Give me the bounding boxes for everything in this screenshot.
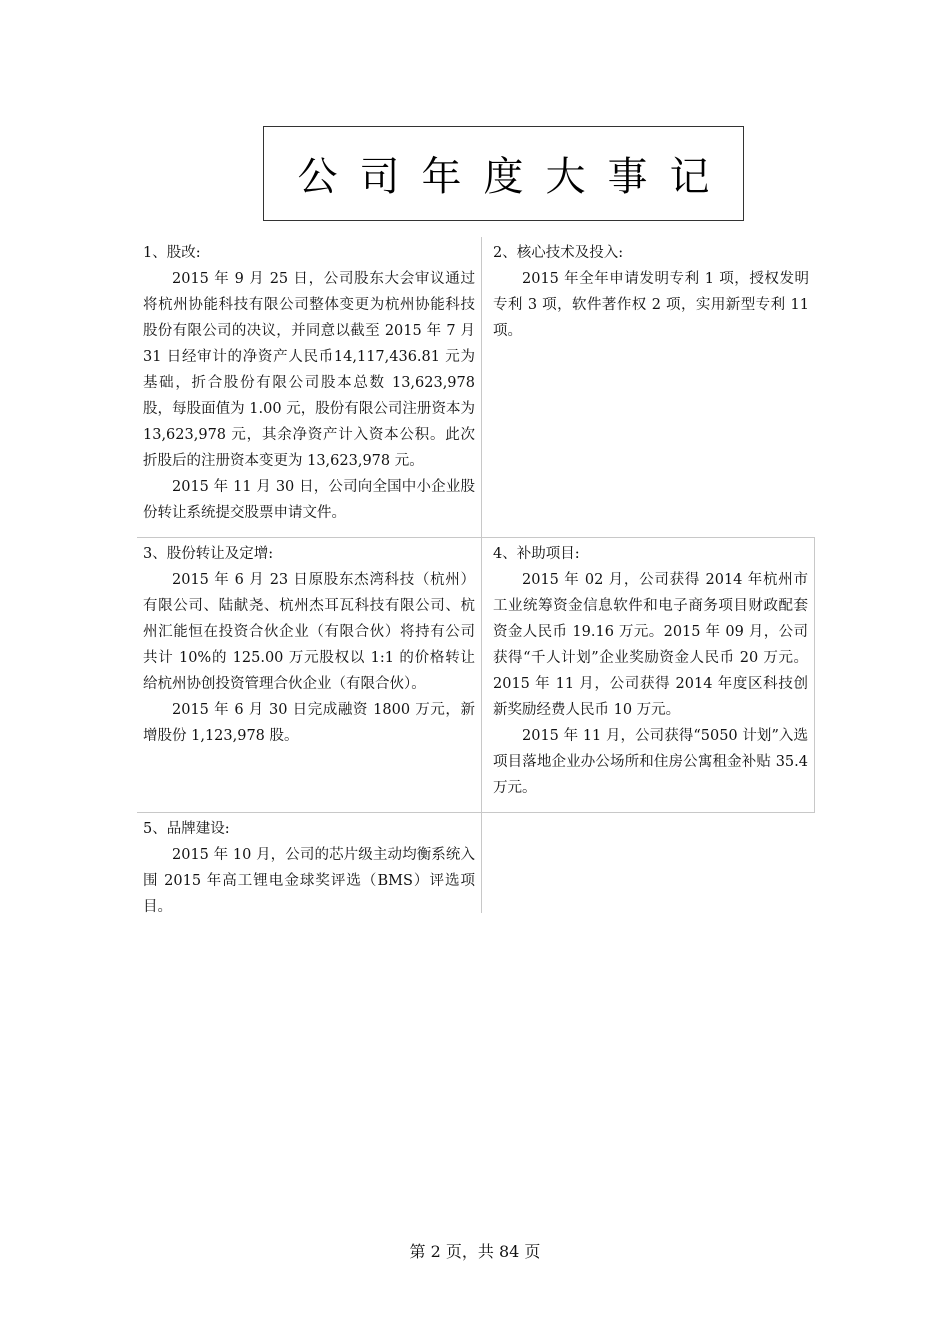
- section-heading: 5、品牌建设:: [143, 821, 230, 837]
- section-paragraph: 2015 年 11 月 30 日，公司向全国中小企业股份转让系统提交股票申请文件。: [143, 479, 475, 521]
- section-brand-building: [137, 813, 482, 913]
- section-heading: 2、核心技术及投入:: [493, 245, 624, 261]
- page-title: 公司年度大事记: [297, 154, 732, 200]
- section-paragraph: 2015 年 02 月，公司获得 2014 年杭州市工业统筹资金信息软件和电子商务项目财政配套资金人民币 19.16 万元。2015 年 09 月，公司获得“千人计划”企业奖励资金人民币 20 万元。 2015 年 11 月，公司获得 2014 年度区科技创新奖励经费人民币 10 万元。: [493, 572, 808, 718]
- section-share-transfer: [137, 538, 482, 812]
- section-paragraph: 2015 年 6 月 30 日完成融资 1800 万元，新增股份 1,123,978 股。: [143, 702, 475, 744]
- section-equity-reform: [137, 237, 482, 537]
- events-row-3: [137, 812, 815, 913]
- title-box: [263, 126, 744, 221]
- events-grid: [137, 237, 815, 913]
- section-paragraph: 2015 年 11 月，公司获得“5050 计划”入选项目落地企业办公场所和住房公寓租金补贴 35.4 万元。: [493, 728, 808, 796]
- section-subsidy-projects: [482, 538, 815, 812]
- section-paragraph: 2015 年 9 月 25 日，公司股东大会审议通过将杭州协能科技有限公司整体变更为杭州协能科技股份有限公司的决议，并同意以截至 2015 年 7 月 31 日经审计的净资产人民币14,117,436.81 元为基础，折合股份有限公司股本总数 13,623,978 股，每股面值为 1.00 元，股份有限公司注册资本为 13,623,978 元，其余净资产计入资本公积。此次折股后的注册资本变更为 13,623,978 元。: [143, 271, 475, 469]
- section-heading: 4、补助项目:: [493, 546, 580, 562]
- section-heading: 1、股改:: [143, 245, 201, 261]
- page-footer: 第 2 页，共 84 页: [409, 1242, 541, 1261]
- section-paragraph: 2015 年全年申请发明专利 1 项，授权发明专利 3 项，软件著作权 2 项，实用新型专利 11 项。: [493, 271, 809, 339]
- events-row-2: [137, 537, 815, 812]
- section-paragraph: 2015 年 10 月，公司的芯片级主动均衡系统入围 2015 年高工锂电金球奖评选（BMS）评选项目。: [143, 847, 475, 915]
- section-heading: 3、股份转让及定增:: [143, 546, 274, 562]
- section-core-technology: [482, 237, 815, 537]
- section-paragraph: 2015 年 6 月 23 日原股东杰湾科技（杭州）有限公司、陆献尧、杭州杰耳瓦科技有限公司、杭州汇能恒在投资合伙企业（有限合伙）将持有公司共计 10%的 125.00 万元股权以 1:1 的价格转让给杭州协创投资管理合伙企业（有限合伙）。: [143, 572, 475, 692]
- empty-cell: [482, 813, 815, 913]
- events-row-1: [137, 237, 815, 537]
